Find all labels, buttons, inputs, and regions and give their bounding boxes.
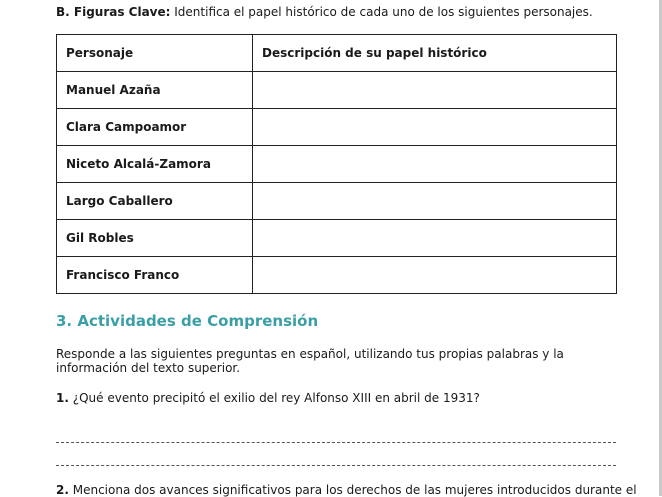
section-b-instruction: [56, 5, 646, 20]
figure-description-cell[interactable]: [253, 183, 617, 220]
figure-name: Clara Campoamor: [57, 109, 253, 146]
question-2: [56, 483, 637, 497]
figure-name: Niceto Alcalá-Zamora: [57, 146, 253, 183]
table-row: [57, 146, 617, 183]
header-personaje: Personaje: [57, 35, 253, 72]
figure-description-cell[interactable]: [253, 109, 617, 146]
figure-description-cell[interactable]: [253, 72, 617, 109]
section-b-label: B. Figuras Clave:: [56, 5, 171, 19]
table-row: [57, 220, 617, 257]
figure-name: Francisco Franco: [57, 257, 253, 294]
figure-name: Gil Robles: [57, 220, 253, 257]
question-2-number: 2.: [56, 483, 69, 497]
section-3-instructions: Responde a las siguientes preguntas en español, utilizando tus propias palabras y la información del texto superior.: [56, 347, 564, 375]
answer-line-1[interactable]: [56, 442, 616, 443]
figure-description-cell[interactable]: [253, 257, 617, 294]
figure-description-cell[interactable]: [253, 146, 617, 183]
question-2-text: Menciona dos avances significativos para los derechos de las mujeres introducidos durante el: [68, 483, 637, 497]
section-b-text: Identifica el papel histórico de cada uno de los siguientes personajes.: [170, 5, 593, 19]
figure-name: Largo Caballero: [57, 183, 253, 220]
figure-description-cell[interactable]: [253, 220, 617, 257]
question-1: [56, 391, 480, 405]
header-descripcion: Descripción de su papel histórico: [253, 35, 617, 72]
table-row: [57, 257, 617, 294]
key-figures-table: [56, 34, 617, 294]
question-1-text: ¿Qué evento precipitó el exilio del rey Alfonso XIII en abril de 1931?: [68, 391, 480, 405]
figure-name: Manuel Azaña: [57, 72, 253, 109]
question-1-number: 1.: [56, 391, 69, 405]
table-row: [57, 72, 617, 109]
table-row: [57, 183, 617, 220]
table-row: [57, 109, 617, 146]
table-header-row: [57, 35, 617, 72]
answer-line-2[interactable]: [56, 465, 616, 466]
section-3-title: 3. Actividades de Comprensión: [56, 312, 319, 330]
